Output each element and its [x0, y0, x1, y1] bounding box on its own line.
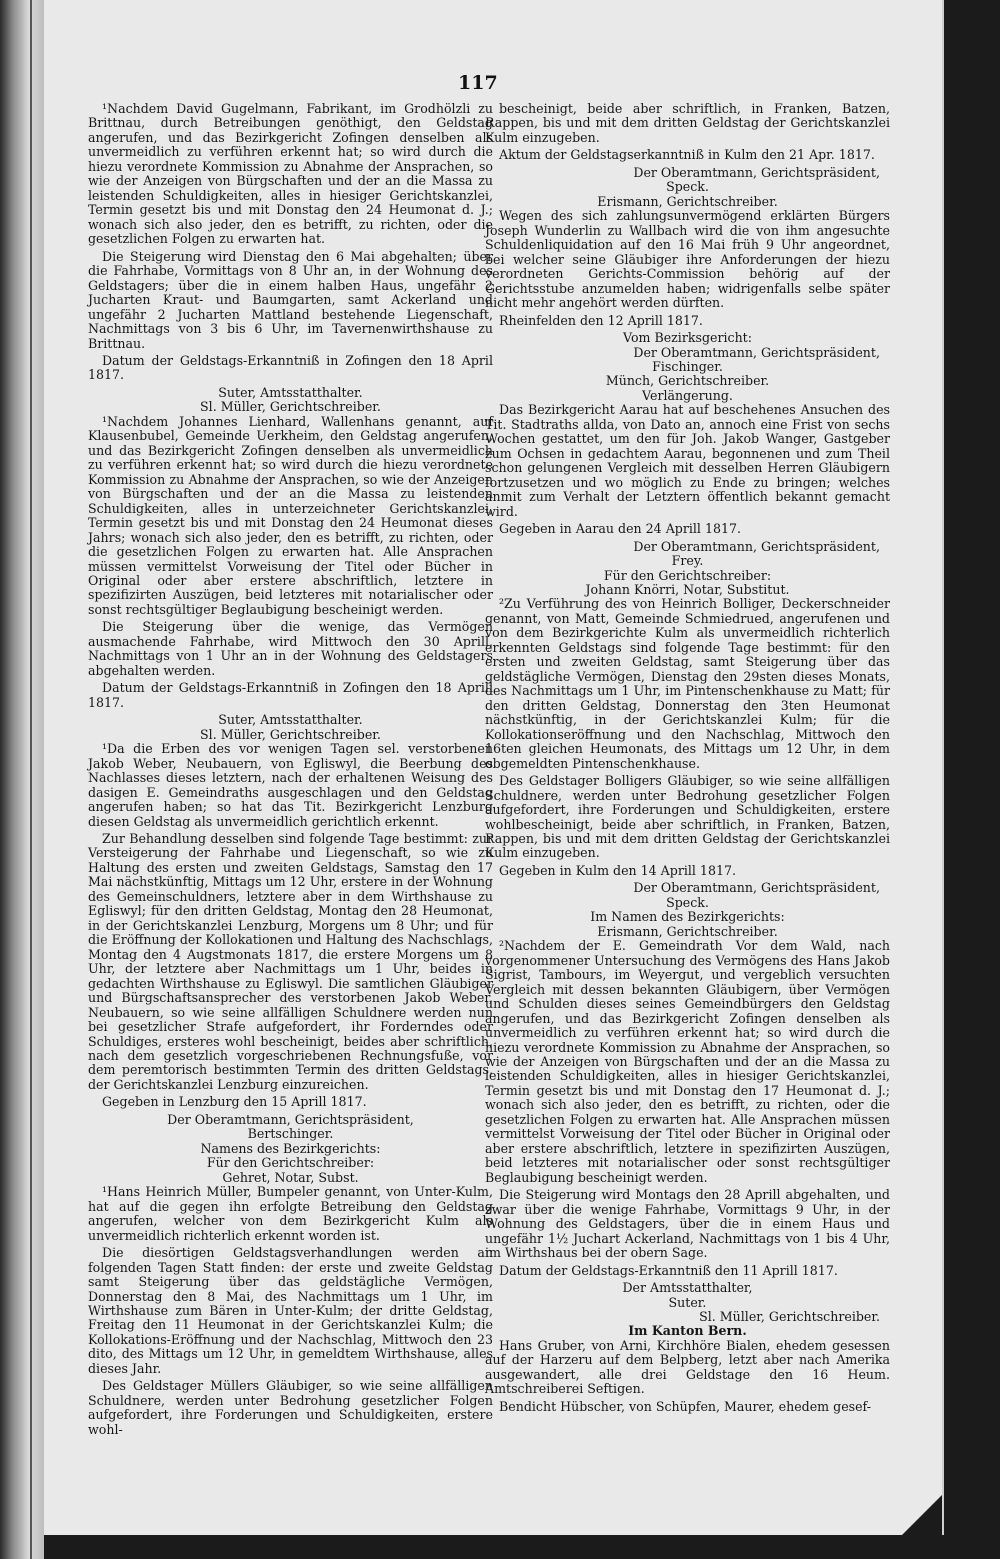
signature-line: Suter, Amtsstatthalter. [218, 384, 363, 400]
page-number: 117 [458, 72, 498, 94]
notice-paragraph: Die Steigerung wird Dienstag den 6 Mai abgehalten; über die Fahrhabe, Vormittags von 8 Uhr an, in der Wohnung des Geldstagers; über die in einem halben Haus, ungefähr 2 Jucharten Kraut- und Baumgarten, samt Ackerland und ungefähr 2 Jucharten Mattland bestehende Liegenschaft, Nachmittags von 3 bis 6 Uhr, im Tavernenwirthshause zu Brittnau. [88, 248, 493, 351]
notice-paragraph: Gegeben in Kulm den 14 Aprill 1817. [499, 862, 736, 878]
notice-paragraph: Bendicht Hübscher, von Schüpfen, Maurer, ehedem gesef- [499, 1398, 872, 1414]
notice-paragraph: Die diesörtigen Geldstagsverhandlungen werden an folgenden Tagen Statt finden: der erste und zweite Geldstag samt Steigerung über das geldstägliche Vermögen, Donnerstag den 8 Mai, des Nachmittags um 1 Uhr, im Wirthshause zum Bären in Unter-Kulm; der dritte Geldstag, Freitag den 11 Heumonat in der Gerichtskanzlei Kulm; die Kollokations-Eröffnung und der Nachschlag, Mittwoch den 23 dito, des Mittags um 12 Uhr, in gemeldtem Wirthshause, alles dieses Jahr. [88, 1245, 493, 1376]
notice-paragraph: Zur Behandlung desselben sind folgende Tage bestimmt: zur Versteigerung der Fahrhabe und Liegenschaft, so wie zu Haltung des ersten und zweiten Geldstags, Samstag den 17 Mai nächstkünftig, Mittags um 12 Uhr, erstere in der Wohnung des Gemeinschuldners, letztere aber in dem Wirthshause zu Egliswyl; für den dritten Geldstag, Montag den 28 Heumonat, in der Gerichtskanzlei Lenzburg, Morgens um 8 Uhr; und für die Eröffnung der Kollokationen und Haltung des Nachschlags, Montag den 4 Augstmonats 1817, die erstere Morgens um 8 Uhr, der letztere aber Nachmittags um 1 Uhr, beides in gedachten Wirthshause zu Egliswyl. Die samtlichen Gläubiger und Bürgschaftsansprecher des verstorbenen Jakob Weber, Neubauern, so wie seine allfälligen Schuldnere werden nun bei gesetzlicher Strafe aufgefordert, ihr Forderndes oder Schuldiges, ersteres wohl bescheinigt, beides aber schriftlich, nach dem gesetzlich vorgeschriebenen Rechnungsfuße, vor dem peremtorisch bestimmten Termin des dritten Geldstags, der Gerichtskanzlei Lenzburg einzureichen. [88, 830, 493, 1092]
signature-line: Im Kanton Bern. [628, 1323, 747, 1339]
notice-paragraph: Gegeben in Lenzburg den 15 Aprill 1817. [102, 1094, 367, 1110]
signature-line: Sl. Müller, Gerichtschreiber. [200, 399, 381, 415]
notice-paragraph: Hans Gruber, von Arni, Kirchhöre Bialen, ehedem gesessen auf der Harzeru auf dem Belpberg, letzt aber nach Amerika ausgewandert, alle drei Geldstage den 16 Heum. Amtschreiberei Seftigen. [485, 1337, 890, 1397]
signature-line: Verlängerung. [642, 387, 733, 403]
right-column [485, 102, 890, 1417]
signature-line: Für den Gerichtschreiber: [603, 567, 772, 583]
signature-line: Sl. Müller, Gerichtschreiber. [200, 726, 381, 742]
signature-line: Fischinger. [652, 358, 723, 374]
notice-paragraph: Die Steigerung wird Montags den 28 Aprill abgehalten, und zwar über die wenige Fahrhabe, Vormittags 9 Uhr, in der Wohnung des Geldstagers, über die in einem Haus und ungefähr 1½ Juchart Ackerland, Nachmittags von 1 bis 4 Uhr, im Wirthshaus bei der obern Sage. [485, 1187, 890, 1261]
signature-line: Der Oberamtmann, Gerichtspräsident, [633, 880, 880, 896]
signature-line: Speck. [666, 894, 709, 910]
signature-line: Gehret, Notar, Subst. [222, 1169, 359, 1185]
book-spine [0, 0, 44, 1559]
signature-line: Erismann, Gerichtschreiber. [597, 193, 778, 209]
notice-paragraph: Wegen des sich zahlungsunvermögend erklärten Bürgers Joseph Wunderlin zu Wallbach wird die von ihm angesuchte Schuldenliquidation auf den 16 Mai früh 9 Uhr angeordnet, bei welcher seine Gläubiger ihre Anforderungen der hiezu verordneten Gerichts-Commission behörig auf der Gerichtsstube anzumelden haben; widrigenfalls selbe später nicht mehr angehört werden dürften. [485, 208, 890, 311]
signature-line: Frey. [671, 553, 704, 569]
left-column [88, 102, 493, 1440]
notice-paragraph: Datum der Geldstags-Erkanntniß in Zofingen den 18 Aprill 1817. [88, 680, 493, 710]
signature-line: Speck. [666, 179, 709, 195]
signature-line: Bertschinger. [247, 1126, 334, 1142]
signature-line: Münch, Gerichtschreiber. [605, 373, 770, 389]
notice-paragraph: ¹Nachdem David Gugelmann, Fabrikant, im Grodhölzli zu Brittnau, durch Betreibungen genöthigt, den Geldstag angerufen, und das Bezirkgericht Zofingen denselben als unvermeidlich zu verführen erkennt hat; so wird durch die hiezu verordnete Kommission zu Abnahme der Ansprachen, so wie der Anzeigen von Bürgschaften und der an die Massa zu leistenden Schuldigkeiten, alles in hiesiger Gerichtskanzlei, Termin gesetzt bis und mit Donstag den 24 Heumonat d. J.; wonach sich also jeder, den es betrifft, zu richten, oder die gesetzlichen Folgen zu erwarten hat. [88, 101, 493, 247]
notice-paragraph: ¹Da die Erben des vor wenigen Tagen sel. verstorbenen Jakob Weber, Neubauern, von Egliswyl, die Beerbung des Nachlasses dieses letztern, nach der erhaltenen Weisung des dasigen E. Gemeindraths ausgeschlagen und den Geldstag angerufen haben; so hat das Tit. Bezirkgericht Lenzburg diesen Geldstag als unvermeidlich gerichtlich erkennt. [88, 741, 493, 829]
signature-line: Der Oberamtmann, Gerichtspräsident, [633, 164, 880, 180]
notice-paragraph: ²Nachdem der E. Gemeindrath Vor dem Wald, nach vorgenommener Untersuchung des Vermögens des Hans Jakob Sigrist, Tambours, im Weyergut, und vergeblich versuchten Vergleich mit dessen bekannten Gläubigern, über Vermögen und Schulden dieses seines Gemeindbürgers den Geldstag angerufen, und das Bezirkgericht Zofingen denselben als unvermeidlich zu verführen erkennt hat; so wird durch die hiezu verordnete Kommission zu Abnahme der Ansprachen, so wie der Anzeigen von Bürgschaften und der an die Massa zu leistenden Schuldigkeiten, alles in hiesiger Gerichtskanzlei, Termin gesetzt bis und mit Donstag den 17 Heumonat d. J.; wonach sich also jeder, den es betrifft, zu richten, oder die gesetzlichen Folgen zu erwarten hat. Alle Ansprachen müssen vermittelst Vorweisung der Titel oder Bücher in Original oder aber erstere abschriftlich, letztere in spezifizirten Auszügen, beid letzteres mit notarialischer oder sonst rechtsgültiger Beglaubigung bescheinigt werden. [485, 938, 890, 1185]
signature-line: Für den Gerichtschreiber: [206, 1155, 375, 1171]
notice-paragraph: Des Geldstager Müllers Gläubiger, so wie seine allfälligen Schuldnere, werden unter Bedrohung gesetzlicher Folgen aufgefordert, ihre Forderungen und Schuldigkeiten, erstere wohl- [88, 1378, 493, 1437]
newspaper-page [44, 0, 944, 1535]
notice-paragraph: Des Geldstager Bolligers Gläubiger, so wie seine allfälligen Schuldnere, werden unter Bedrohung gesetzlicher Folgen aufgefordert, ihre Forderungen und Schuldigkeiten, erstere wohlbescheinigt, beide aber schriftlich, in Franken, Batzen, Rappen, bis und mit dem dritten Geldstag der Gerichtskanzlei Kulm einzugeben. [485, 773, 890, 861]
signature-line: Der Oberamtmann, Gerichtspräsident, [167, 1111, 414, 1127]
torn-page-corner [902, 1495, 942, 1535]
notice-paragraph: Gegeben in Aarau den 24 Aprill 1817. [499, 521, 742, 537]
signature-line: Der Oberamtmann, Gerichtspräsident, [633, 344, 880, 360]
notice-paragraph: bescheinigt, beide aber schriftlich, in Franken, Batzen, Rappen, bis und mit dem dritten Geldstag der Gerichtskanzlei Kulm einzugeben. [485, 101, 890, 145]
notice-paragraph: Die Steigerung über die wenige, das Vermögen ausmachende Fahrhabe, wird Mittwoch den 30 Aprill, Nachmittags von 1 Uhr an in der Wohnung des Geldstagers abgehalten werden. [88, 619, 493, 678]
signature-line: Erismann, Gerichtschreiber. [597, 923, 778, 939]
signature-line: Der Amtsstatthalter, [622, 1280, 753, 1296]
notice-paragraph: Datum der Geldstags-Erkanntniß den 11 Aprill 1817. [499, 1262, 838, 1278]
notice-paragraph: ²Zu Verführung des von Heinrich Bolliger, Deckerschneider genannt, von Matt, Gemeinde Schmiedrued, angerufenen und von dem Bezirkgerichte Kulm als unvermeidlich richterlich erkennten Geldstags sind folgende Tage bestimmt: für den ersten und zweiten Geldstag, samt Steigerung über das geldstägliche Vermögen, Dienstag den 29sten dieses Monats, des Nachmittags um 1 Uhr, im Pintenschenkhause zu Matt; für den dritten Geldstag, Donnerstag den 3ten Heumonat nächstkünftig, in der Gerichtskanzlei Kulm; für die Kollokationseröffnung und den Nachschlag, Mittwoch den 16ten gleichen Heumonats, des Mittags um 12 Uhr, in dem obgemeldten Pintenschenkhause. [485, 596, 890, 771]
notice-paragraph: Aktum der Geldstagserkanntniß in Kulm den 21 Apr. 1817. [499, 147, 875, 163]
notice-paragraph: ¹Nachdem Johannes Lienhard, Wallenhans genannt, auf Klausenbubel, Gemeinde Uerkheim, den Geldstag angerufen, und das Bezirkgericht Zofingen denselben als unvermeidlich zu verführen erkennt hat; so wird durch die hiezu verordnete Kommission zu Abnahme der Ansprachen, so wie der Anzeigen von Bürgschaften und der an die Massa zu leistenden Schuldigkeiten, alles in unterzeichneter Gerichtskanzlei, Termin gesetzt bis und mit Donstag den 24 Heumonat dieses Jahrs; wonach sich also jeder, den es betrifft, zu richten, oder die gesetzlichen Folgen zu erwarten hat. Alle Ansprachen müssen vermittelst Vorweisung der Titel oder Bücher in Original oder aber erstere abschriftlich, letztere in spezifizirten Auszügen, beid letzteres mit notarialischer oder sonst rechtsgültiger Beglaubigung bescheinigt werden. [88, 413, 493, 617]
signature-line: Johann Knörri, Notar, Substitut. [585, 582, 790, 597]
signature-line: Der Oberamtmann, Gerichtspräsident, [633, 538, 880, 554]
signature-line: Sl. Müller, Gerichtschreiber. [699, 1308, 880, 1324]
signature-line: Suter. [668, 1294, 707, 1310]
signature-line: Im Namen des Bezirkgerichts: [590, 909, 785, 925]
notice-paragraph: ¹Hans Heinrich Müller, Bumpeler genannt, von Unter-Kulm, hat auf die gegen ihn erfolgte Betreibung den Geldstag angerufen, welcher von dem Bezirkgericht Kulm als unvermeidlich richterlich erkennt worden ist. [88, 1184, 493, 1243]
signature-line: Suter, Amtsstatthalter. [218, 712, 363, 728]
spine-fold-line [30, 0, 32, 1559]
signature-line: Namens des Bezirkgerichts: [200, 1140, 381, 1156]
notice-paragraph: Rheinfelden den 12 Aprill 1817. [499, 312, 703, 328]
notice-paragraph: Das Bezirkgericht Aarau hat auf beschehenes Ansuchen des Tit. Stadtraths allda, von Dato an, annoch eine Frist von sechs Wochen gestattet, um den für Joh. Jakob Wanger, Gastgeber zum Ochsen in gedachtem Aarau, begonnenen und zum Theil schon gelungenen Vergleich mit desselben Herren Gläubigern fortzusetzen und wo möglich zu Ende zu bringen; welches anmit zum Verhalt der Letztern öffentlich bekannt gemacht wird. [485, 402, 890, 519]
notice-paragraph: Datum der Geldstags-Erkanntniß in Zofingen den 18 April 1817. [88, 352, 493, 383]
signature-line: Vom Bezirksgericht: [623, 330, 752, 346]
